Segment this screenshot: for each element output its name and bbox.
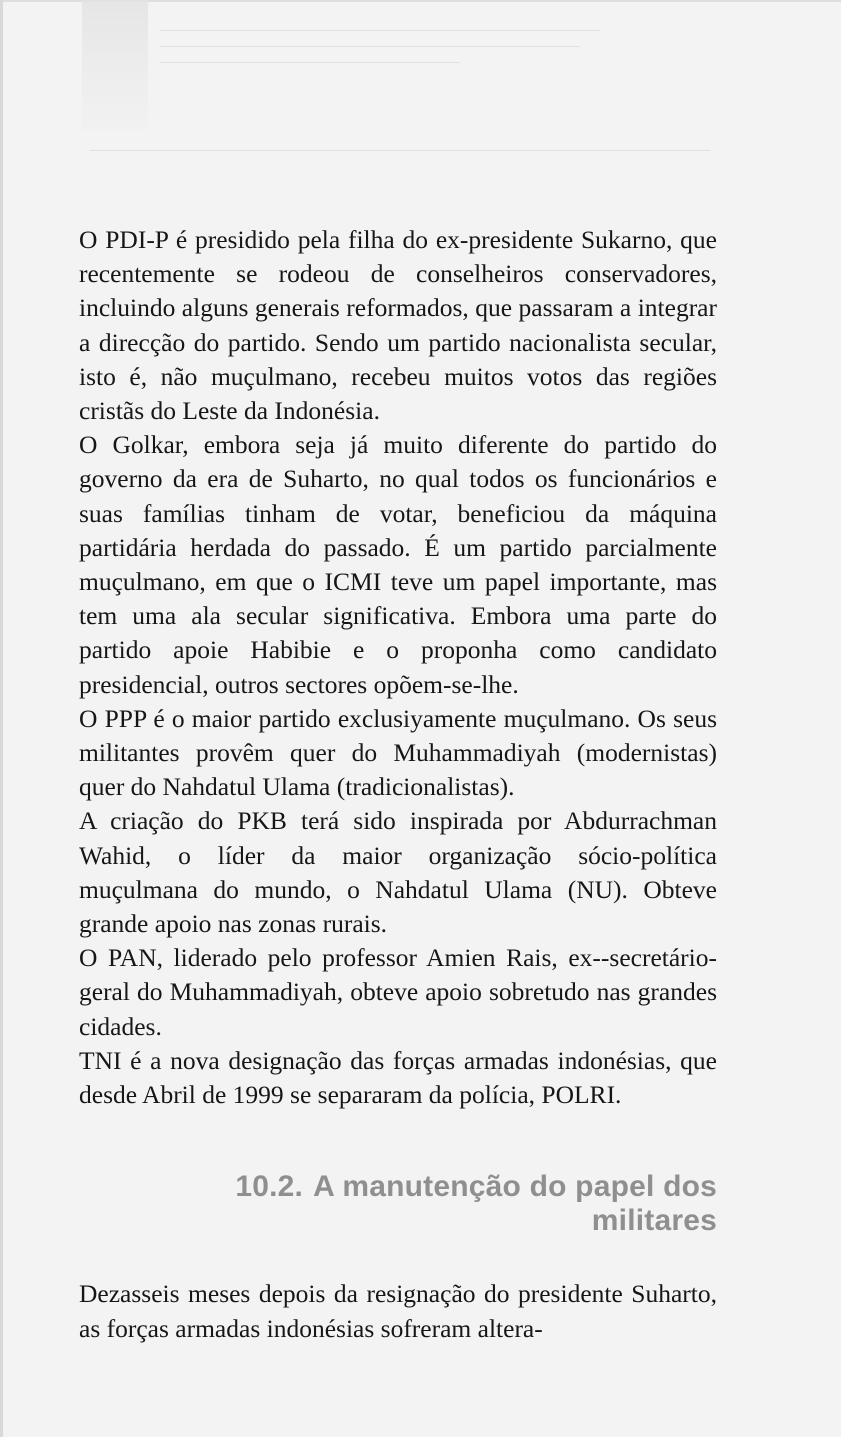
paragraph-pan: O PAN, liderado pelo professor Amien Rais, ex--secretário-geral do Muhammadiyah, obteve apoio sobretudo nas grandes cidades. (79, 943, 717, 1041)
section-number: 10.2. (235, 1170, 304, 1203)
paragraph-section-body: Dezasseis meses depois da resignação do presidente Suharto, as forças armadas indonésias sofreram altera- (79, 1279, 717, 1343)
section-title-part1: A manutenção do papel dos (313, 1170, 717, 1203)
show-through-line (160, 30, 600, 31)
show-through-line (160, 62, 460, 63)
section-heading (79, 1170, 717, 1238)
show-through-line (160, 46, 580, 47)
main-text (79, 223, 717, 1112)
section-title-part2: militares (591, 1204, 717, 1237)
paragraph-pdi-p: O PDI-P é presidido pela filha do ex-presidente Sukarno, que recentemente se rodeou de conselheiros conservadores, incluindo alguns generais reformados, que passaram a integrar a direcção do partido. Sendo um partido nacionalista secular, isto é, não muçulmano, recebeu muitos votos das regiões cristãs do Leste da Indonésia. (79, 225, 717, 426)
paragraph-tni: TNI é a nova designação das forças armadas indonésias, que desde Abril de 1999 se separaram da polícia, POLRI. (79, 1045, 717, 1110)
show-through-line (90, 150, 710, 151)
paragraph-golkar: O Golkar, embora seja já muito diferente do partido do governo da era de Suharto, no qual todos os funcionários e suas famílias tinham de votar, beneficiou da máquina partidária herdada do passado. É um partido parcialmente muçulmano, em que o ICMI teve um papel importante, mas tem uma ala secular significativa. Embora uma parte do partido apoie Habibie e o proponha como candidato presidencial, outros sectores opõem-se-lhe. (79, 430, 717, 699)
paragraph-pkb: A criação do PKB terá sido inspirada por Abdurrachman Wahid, o líder da maior organização sócio-política muçulmana do mundo, o Nahdatul Ulama (NU). Obteve grande apoio nas zonas rurais. (79, 806, 717, 939)
page-left-edge (0, 0, 3, 1437)
section-heading-line1 (79, 1170, 717, 1204)
show-through-smudge (82, 0, 148, 130)
paragraph-ppp: O PPP é o maior partido exclusiyamente muçulmano. Os seus militantes provêm quer do Muhammadiyah (modernistas) quer do Nahdatul Ulama (tradicionalistas). (79, 703, 717, 802)
